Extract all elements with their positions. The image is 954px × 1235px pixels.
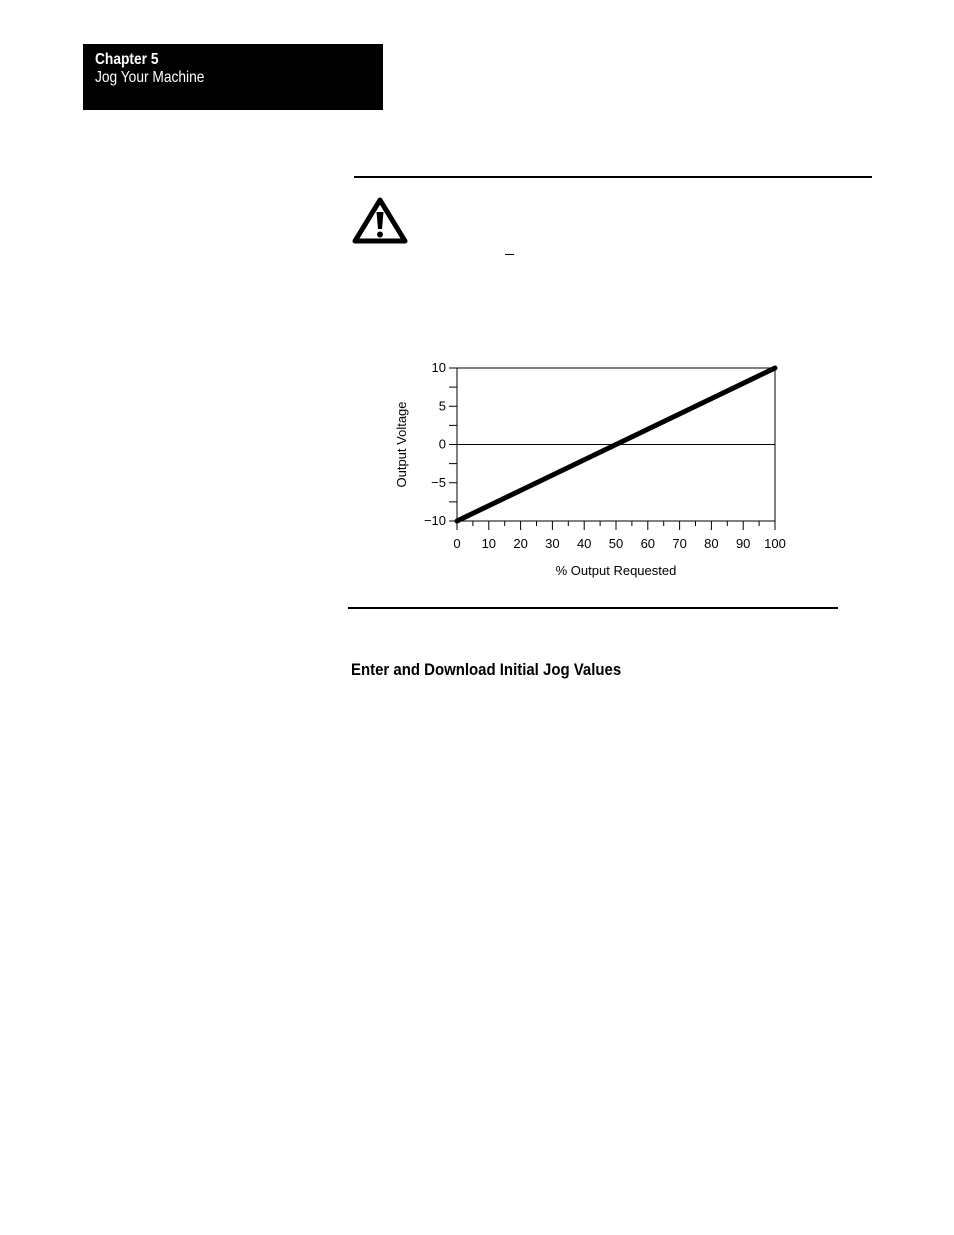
y-axis-label: Output Voltage	[394, 401, 409, 488]
voltage-chart	[380, 355, 800, 590]
x-tick-label: 50	[608, 536, 624, 551]
x-tick-label: 0	[453, 536, 461, 551]
x-tick-label: 40	[576, 536, 592, 551]
top-rule	[354, 176, 872, 178]
attention-triangle-icon	[352, 197, 408, 245]
bottom-rule	[348, 607, 838, 609]
x-tick-label: 60	[640, 536, 656, 551]
x-tick-label: 80	[704, 536, 719, 551]
section-heading: Enter and Download Initial Jog Values	[351, 660, 622, 679]
x-tick-label: 90	[735, 536, 751, 551]
underscore-mark	[505, 254, 514, 255]
y-tick-label: −10	[423, 513, 446, 528]
y-tick-label: 10	[431, 360, 446, 375]
x-tick-label: 10	[481, 536, 497, 551]
x-tick-label: 100	[764, 536, 786, 551]
y-tick-label: 5	[438, 398, 446, 414]
chapter-title: Jog Your Machine	[95, 69, 205, 86]
y-tick-label: −5	[431, 474, 446, 490]
chapter-number: Chapter 5	[95, 51, 159, 68]
chapter-tab	[83, 44, 383, 110]
x-axis-label: % Output Requested	[555, 563, 677, 578]
x-tick-label: 30	[545, 536, 560, 551]
x-tick-label: 70	[672, 536, 687, 551]
x-tick-label: 20	[513, 536, 528, 551]
y-tick-label: 0	[438, 436, 446, 452]
